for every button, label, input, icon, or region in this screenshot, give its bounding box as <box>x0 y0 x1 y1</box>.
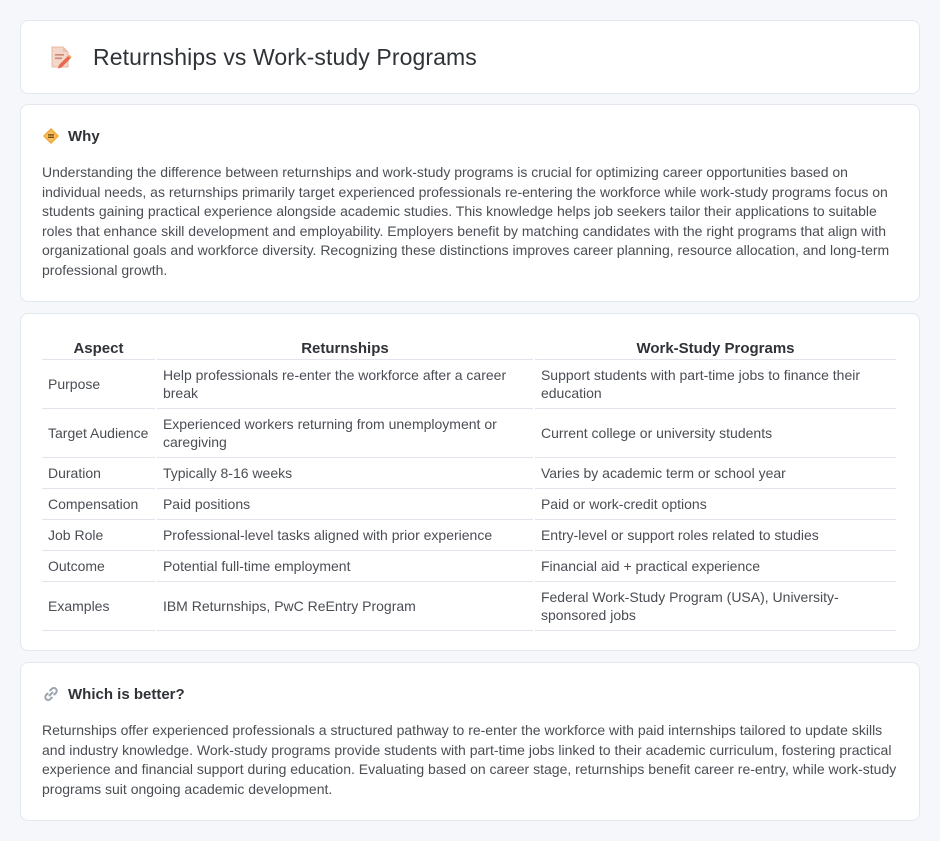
diamond-sign-icon <box>42 127 60 145</box>
table-row <box>42 489 896 520</box>
cell-returnships: Paid positions <box>157 489 533 520</box>
link-icon <box>42 685 60 703</box>
cell-returnships: IBM Returnships, PwC ReEntry Program <box>157 582 533 631</box>
table-row <box>42 582 896 631</box>
table-row <box>42 458 896 489</box>
why-title: Why <box>68 127 100 145</box>
better-heading <box>42 685 898 703</box>
table-row <box>42 520 896 551</box>
cell-aspect: Compensation <box>42 489 155 520</box>
cell-aspect: Target Audience <box>42 409 155 458</box>
comparison-table-card <box>20 313 920 651</box>
which-is-better-section <box>20 662 920 821</box>
cell-returnships: Experienced workers returning from unemployment or caregiving <box>157 409 533 458</box>
cell-aspect: Outcome <box>42 551 155 582</box>
page-title: Returnships vs Work-study Programs <box>93 43 477 70</box>
why-heading <box>42 127 898 145</box>
document-pencil-icon <box>47 44 73 70</box>
why-text: Understanding the difference between returnships and work-study programs is crucial for optimizing career opportunities based on individual needs, as returnships primarily target experienced professionals re-entering the workforce while work-study programs focus on students gaining practical experience alongside academic studies. This knowledge helps job seekers tailor their applications to suitable roles that enhance skill development and employability. Employers benefit by matching candidates with the right programs that align with organizational goals and workforce diversity. Recognizing these distinctions improves career planning, resource allocation, and long-term professional growth. <box>42 164 890 278</box>
header-work-study: Work-Study Programs <box>535 333 896 360</box>
cell-work-study: Paid or work-credit options <box>535 489 896 520</box>
cell-work-study: Current college or university students <box>535 409 896 458</box>
cell-aspect: Examples <box>42 582 155 631</box>
cell-returnships: Typically 8-16 weeks <box>157 458 533 489</box>
title-row <box>21 21 919 93</box>
table-row <box>42 551 896 582</box>
cell-aspect: Purpose <box>42 360 155 409</box>
header-aspect: Aspect <box>42 333 155 360</box>
cell-aspect: Duration <box>42 458 155 489</box>
cell-returnships: Professional-level tasks aligned with prior experience <box>157 520 533 551</box>
better-title: Which is better? <box>68 685 185 703</box>
cell-aspect: Job Role <box>42 520 155 551</box>
cell-work-study: Federal Work-Study Program (USA), University-sponsored jobs <box>535 582 896 631</box>
comparison-table <box>40 333 898 631</box>
cell-work-study: Entry-level or support roles related to studies <box>535 520 896 551</box>
why-section <box>20 104 920 302</box>
cell-work-study: Support students with part-time jobs to finance their education <box>535 360 896 409</box>
table-row <box>42 360 896 409</box>
table-row <box>42 409 896 458</box>
cell-work-study: Varies by academic term or school year <box>535 458 896 489</box>
better-text: Returnships offer experienced professionals a structured pathway to re-enter the workforce with paid internships tailored to update skills and industry knowledge. Work-study programs provide students with part-time jobs linked to their academic curriculum, fostering practical experience and financial support during education. Evaluating based on career stage, returnships benefit career re-entry, while work-study programs suit ongoing academic development. <box>42 722 897 797</box>
cell-work-study: Financial aid + practical experience <box>535 551 896 582</box>
cell-returnships: Potential full-time employment <box>157 551 533 582</box>
table-header-row <box>42 333 896 360</box>
header-card <box>20 20 920 94</box>
cell-returnships: Help professionals re-enter the workforce after a career break <box>157 360 533 409</box>
header-returnships: Returnships <box>157 333 533 360</box>
